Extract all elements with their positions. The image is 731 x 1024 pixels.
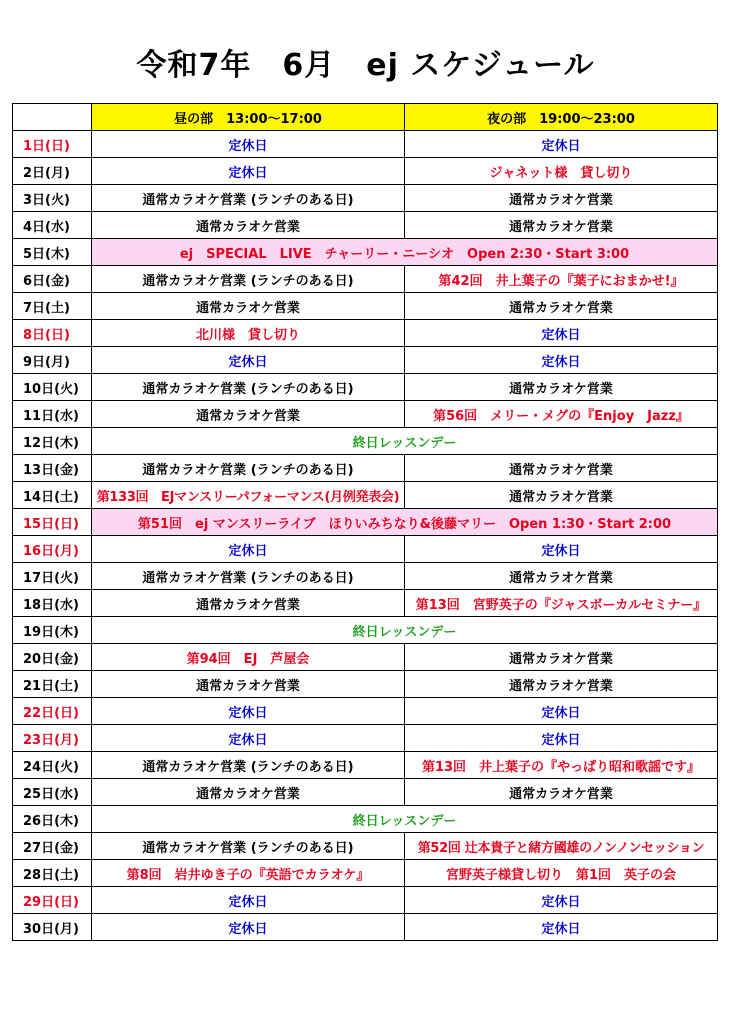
schedule-row [13,401,718,428]
header-row [13,104,718,131]
day-session-cell: 通常カラオケ営業 (ランチのある日) [92,833,405,860]
day-session-cell: 通常カラオケ営業 [92,401,405,428]
schedule-row [13,482,718,509]
day-session-cell: 通常カラオケ営業 (ランチのある日) [92,266,405,293]
date-cell: 18日(水) [13,590,92,617]
schedule-row [13,806,718,833]
day-session-cell: 通常カラオケ営業 (ランチのある日) [92,185,405,212]
date-cell: 22日(日) [13,698,92,725]
schedule-row [13,185,718,212]
date-cell: 11日(水) [13,401,92,428]
date-cell: 1日(日) [13,131,92,158]
full-day-event-cell: ej SPECIAL LIVE チャーリー・ニーシオ Open 2:30・Start 3:00 [92,239,718,266]
header-night-session: 夜の部 19:00～23:00 [405,104,718,131]
day-session-cell: 第94回 EJ 芦屋会 [92,644,405,671]
date-cell: 12日(木) [13,428,92,455]
day-session-cell: 定休日 [92,887,405,914]
day-session-cell: 通常カラオケ営業 (ランチのある日) [92,455,405,482]
date-cell: 28日(土) [13,860,92,887]
day-session-cell: 定休日 [92,698,405,725]
day-session-cell: 定休日 [92,725,405,752]
date-cell: 5日(木) [13,239,92,266]
night-session-cell: 通常カラオケ営業 [405,779,718,806]
day-session-cell: 第133回 EJマンスリーパフォーマンス(月例発表会) [92,482,405,509]
schedule-row [13,239,718,266]
night-session-cell: 通常カラオケ営業 [405,455,718,482]
schedule-row [13,455,718,482]
schedule-row [13,158,718,185]
date-cell: 23日(月) [13,725,92,752]
schedule-row [13,266,718,293]
schedule-row [13,914,718,941]
day-session-cell: 通常カラオケ営業 (ランチのある日) [92,563,405,590]
date-cell: 4日(水) [13,212,92,239]
day-session-cell: 通常カラオケ営業 [92,671,405,698]
night-session-cell: 通常カラオケ営業 [405,374,718,401]
night-session-cell: 第13回 宮野英子の『ジャスボーカルセミナー』 [405,590,718,617]
night-session-cell: 定休日 [405,698,718,725]
date-cell: 8日(日) [13,320,92,347]
schedule-row [13,860,718,887]
schedule-row [13,617,718,644]
date-cell: 29日(日) [13,887,92,914]
date-cell: 20日(金) [13,644,92,671]
schedule-table [12,103,718,941]
night-session-cell: 定休日 [405,320,718,347]
day-session-cell: 定休日 [92,536,405,563]
date-cell: 21日(土) [13,671,92,698]
schedule-row [13,779,718,806]
date-cell: 30日(月) [13,914,92,941]
full-day-event-cell: 終日レッスンデー [92,806,718,833]
date-cell: 9日(月) [13,347,92,374]
schedule-row [13,320,718,347]
date-cell: 13日(金) [13,455,92,482]
schedule-row [13,563,718,590]
date-cell: 10日(火) [13,374,92,401]
night-session-cell: 通常カラオケ営業 [405,644,718,671]
night-session-cell: 第13回 井上葉子の『やっぱり昭和歌謡です』 [405,752,718,779]
night-session-cell: 定休日 [405,887,718,914]
date-cell: 25日(水) [13,779,92,806]
day-session-cell: 第8回 岩井ゆき子の『英語でカラオケ』 [92,860,405,887]
night-session-cell: 第42回 井上葉子の『葉子におまかせ!』 [405,266,718,293]
schedule-row [13,725,718,752]
day-session-cell: 定休日 [92,347,405,374]
night-session-cell: 通常カラオケ営業 [405,482,718,509]
schedule-body [13,104,718,941]
date-cell: 14日(土) [13,482,92,509]
night-session-cell: ジャネット様 貸し切り [405,158,718,185]
schedule-row [13,671,718,698]
date-cell: 15日(日) [13,509,92,536]
day-session-cell: 通常カラオケ営業 [92,590,405,617]
schedule-row [13,833,718,860]
night-session-cell: 第52回 辻本貴子と緒方國雄のノンノンセッション [405,833,718,860]
schedule-row [13,131,718,158]
day-session-cell: 通常カラオケ営業 [92,212,405,239]
schedule-row [13,428,718,455]
date-cell: 7日(土) [13,293,92,320]
night-session-cell: 定休日 [405,131,718,158]
schedule-row [13,590,718,617]
day-session-cell: 定休日 [92,131,405,158]
full-day-event-cell: 終日レッスンデー [92,428,718,455]
night-session-cell: 通常カラオケ営業 [405,293,718,320]
full-day-event-cell: 第51回 ej マンスリーライブ ほりいみちなり&後藤マリー Open 1:30・Start 2:00 [92,509,718,536]
schedule-row [13,887,718,914]
night-session-cell: 通常カラオケ営業 [405,563,718,590]
schedule-row [13,347,718,374]
day-session-cell: 通常カラオケ営業 (ランチのある日) [92,752,405,779]
day-session-cell: 北川様 貸し切り [92,320,405,347]
schedule-row [13,509,718,536]
schedule-row [13,752,718,779]
day-session-cell: 定休日 [92,914,405,941]
night-session-cell: 通常カラオケ営業 [405,671,718,698]
night-session-cell: 第56回 メリー・メグの『Enjoy Jazz』 [405,401,718,428]
date-cell: 17日(火) [13,563,92,590]
date-cell: 19日(木) [13,617,92,644]
schedule-row [13,293,718,320]
date-cell: 24日(火) [13,752,92,779]
day-session-cell: 通常カラオケ営業 (ランチのある日) [92,374,405,401]
night-session-cell: 定休日 [405,725,718,752]
night-session-cell: 定休日 [405,536,718,563]
night-session-cell: 定休日 [405,914,718,941]
page-title: 令和7年 6月 ej スケジュール [136,48,595,83]
night-session-cell: 通常カラオケ営業 [405,212,718,239]
date-cell: 2日(月) [13,158,92,185]
day-session-cell: 通常カラオケ営業 [92,779,405,806]
night-session-cell: 定休日 [405,347,718,374]
day-session-cell: 通常カラオケ営業 [92,293,405,320]
schedule-row [13,536,718,563]
schedule-row [13,212,718,239]
schedule-row [13,374,718,401]
header-day-session: 昼の部 13:00～17:00 [92,104,405,131]
night-session-cell: 宮野英子様貸し切り 第1回 英子の会 [405,860,718,887]
full-day-event-cell: 終日レッスンデー [92,617,718,644]
night-session-cell: 通常カラオケ営業 [405,185,718,212]
date-cell: 16日(月) [13,536,92,563]
date-cell: 3日(火) [13,185,92,212]
schedule-row [13,698,718,725]
header-corner [13,104,92,131]
date-cell: 26日(木) [13,806,92,833]
date-cell: 27日(金) [13,833,92,860]
day-session-cell: 定休日 [92,158,405,185]
date-cell: 6日(金) [13,266,92,293]
schedule-row [13,644,718,671]
